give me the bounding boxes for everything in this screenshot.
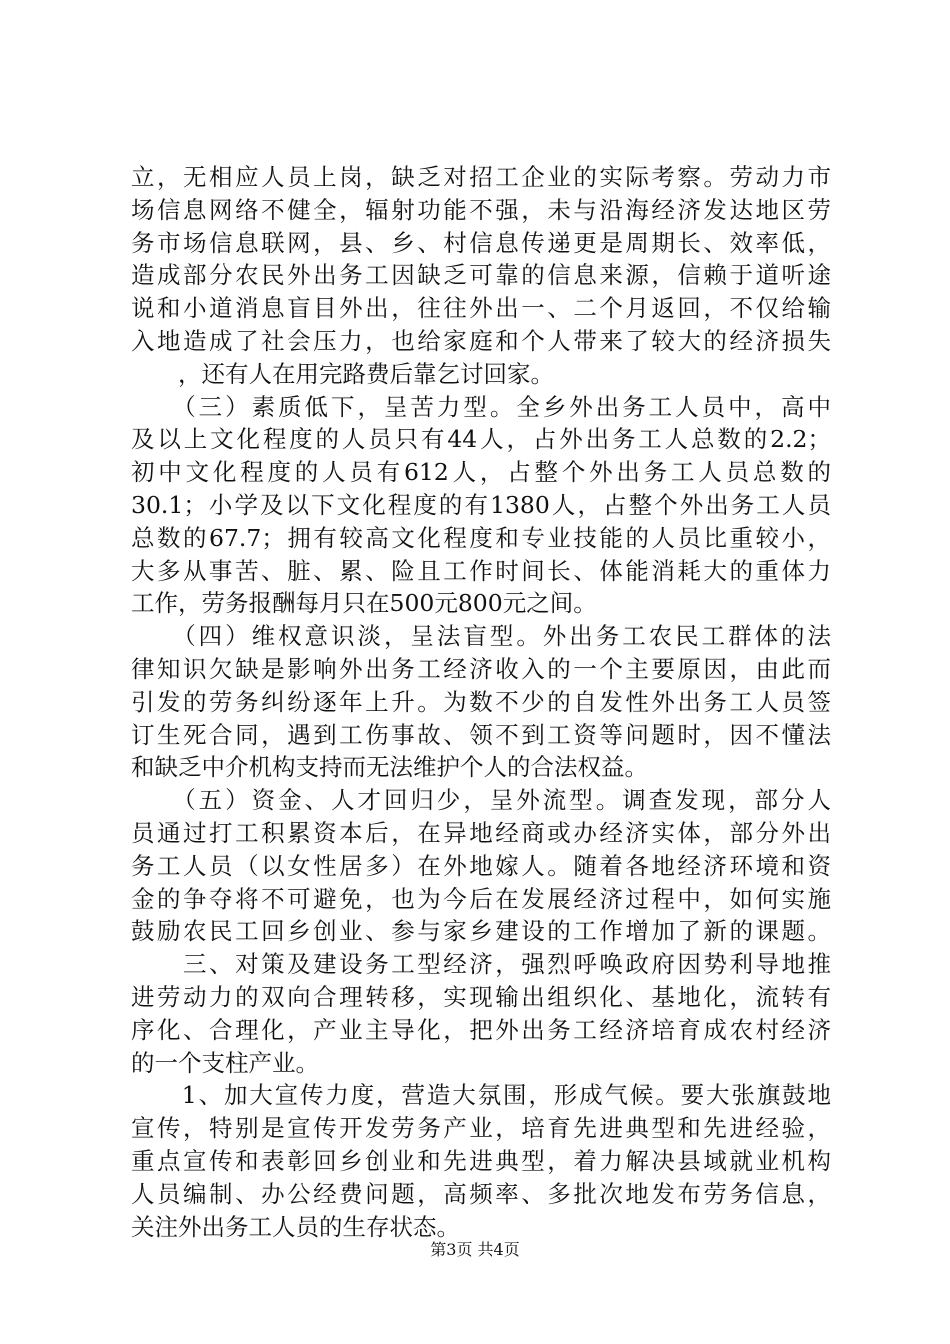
text-line: 场信息网络不健全，辐射功能不强，未与沿海经济发达地区劳	[131, 195, 831, 224]
text-line: 初中文化程度的人员有612人，占整个外出务工人员总数的	[131, 458, 831, 487]
text-line: 务市场信息联网，县、乡、村信息传递更是周期长、效率低，	[131, 228, 831, 257]
text-line: 说和小道消息盲目外出，往往外出一、二个月返回，不仅给输	[131, 294, 831, 323]
text-line: 入地造成了社会压力，也给家庭和个人带来了较大的经济损失	[131, 326, 831, 355]
text-line: 造成部分农民外出务工因缺乏可靠的信息来源，信赖于道听途	[131, 261, 831, 290]
text-line: 引发的劳务纠纷逐年上升。为数不少的自发性外出务工人员签	[131, 687, 831, 716]
text-line: 1、加大宣传力度，营造大氛围，形成气候。要大张旗鼓地	[131, 1081, 831, 1110]
text-line: 宣传，特别是宣传开发劳务产业，培育先进典型和先进经验，	[131, 1114, 831, 1143]
page-number-footer: 第3页 共4页	[430, 1240, 520, 1259]
text-line: 30.1；小学及以下文化程度的有1380人，占整个外出务工人员	[131, 490, 831, 519]
text-line: 律知识欠缺是影响外出务工经济收入的一个主要原因，由此而	[131, 654, 831, 683]
text-line: ，还有人在用完路费后靠乞讨回家。	[131, 359, 554, 388]
text-line: 鼓励农民工回乡创业、参与家乡建设的工作增加了新的课题。	[131, 917, 831, 946]
text-line: （三）素质低下，呈苦力型。全乡外出务工人员中，高中	[131, 392, 831, 421]
text-line: 员通过打工积累资本后，在异地经商或办经济实体，部分外出	[131, 818, 831, 847]
text-line: 重点宣传和表彰回乡创业和先进典型，着力解决县域就业机构	[131, 1146, 831, 1175]
text-line: 总数的67.7；拥有较高文化程度和专业技能的人员比重较小，	[131, 523, 831, 552]
text-line: 人员编制、办公经费问题，高频率、多批次地发布劳务信息，	[131, 1179, 831, 1208]
text-line: 和缺乏中介机构支持而无法维护个人的合法权益。	[131, 753, 648, 782]
text-line: 务工人员（以女性居多）在外地嫁人。随着各地经济环境和资	[131, 851, 831, 880]
text-line: 三、对策及建设务工型经济，强烈呼唤政府因势利导地推	[131, 950, 831, 979]
text-line: 进劳动力的双向合理转移，实现输出组织化、基地化，流转有	[131, 982, 831, 1011]
text-line: 工作，劳务报酬每月只在500元800元之间。	[131, 589, 597, 618]
body-text	[131, 161, 831, 1243]
text-line: （四）维权意识淡，呈法盲型。外出务工农民工群体的法	[131, 622, 831, 651]
text-line: 关注外出务工人员的生存状态。	[131, 1212, 460, 1241]
text-line: 订生死合同，遇到工伤事故、领不到工资等问题时，因不懂法	[131, 720, 831, 749]
text-line: 立，无相应人员上岗，缺乏对招工企业的实际考察。劳动力市	[131, 163, 831, 191]
text-line: 及以上文化程度的人员只有44人，占外出务工人总数的2.2；	[131, 425, 831, 454]
text-line: 金的争夺将不可避免，也为今后在发展经济过程中，如何实施	[131, 884, 831, 913]
text-line: （五）资金、人才回归少，呈外流型。调查发现，部分人	[131, 786, 831, 815]
text-line: 大多从事苦、脏、累、险且工作时间长、体能消耗大的重体力	[131, 556, 831, 585]
text-line: 的一个支柱产业。	[131, 1048, 319, 1077]
text-line: 序化、合理化，产业主导化，把外出务工经济培育成农村经济	[131, 1015, 831, 1044]
